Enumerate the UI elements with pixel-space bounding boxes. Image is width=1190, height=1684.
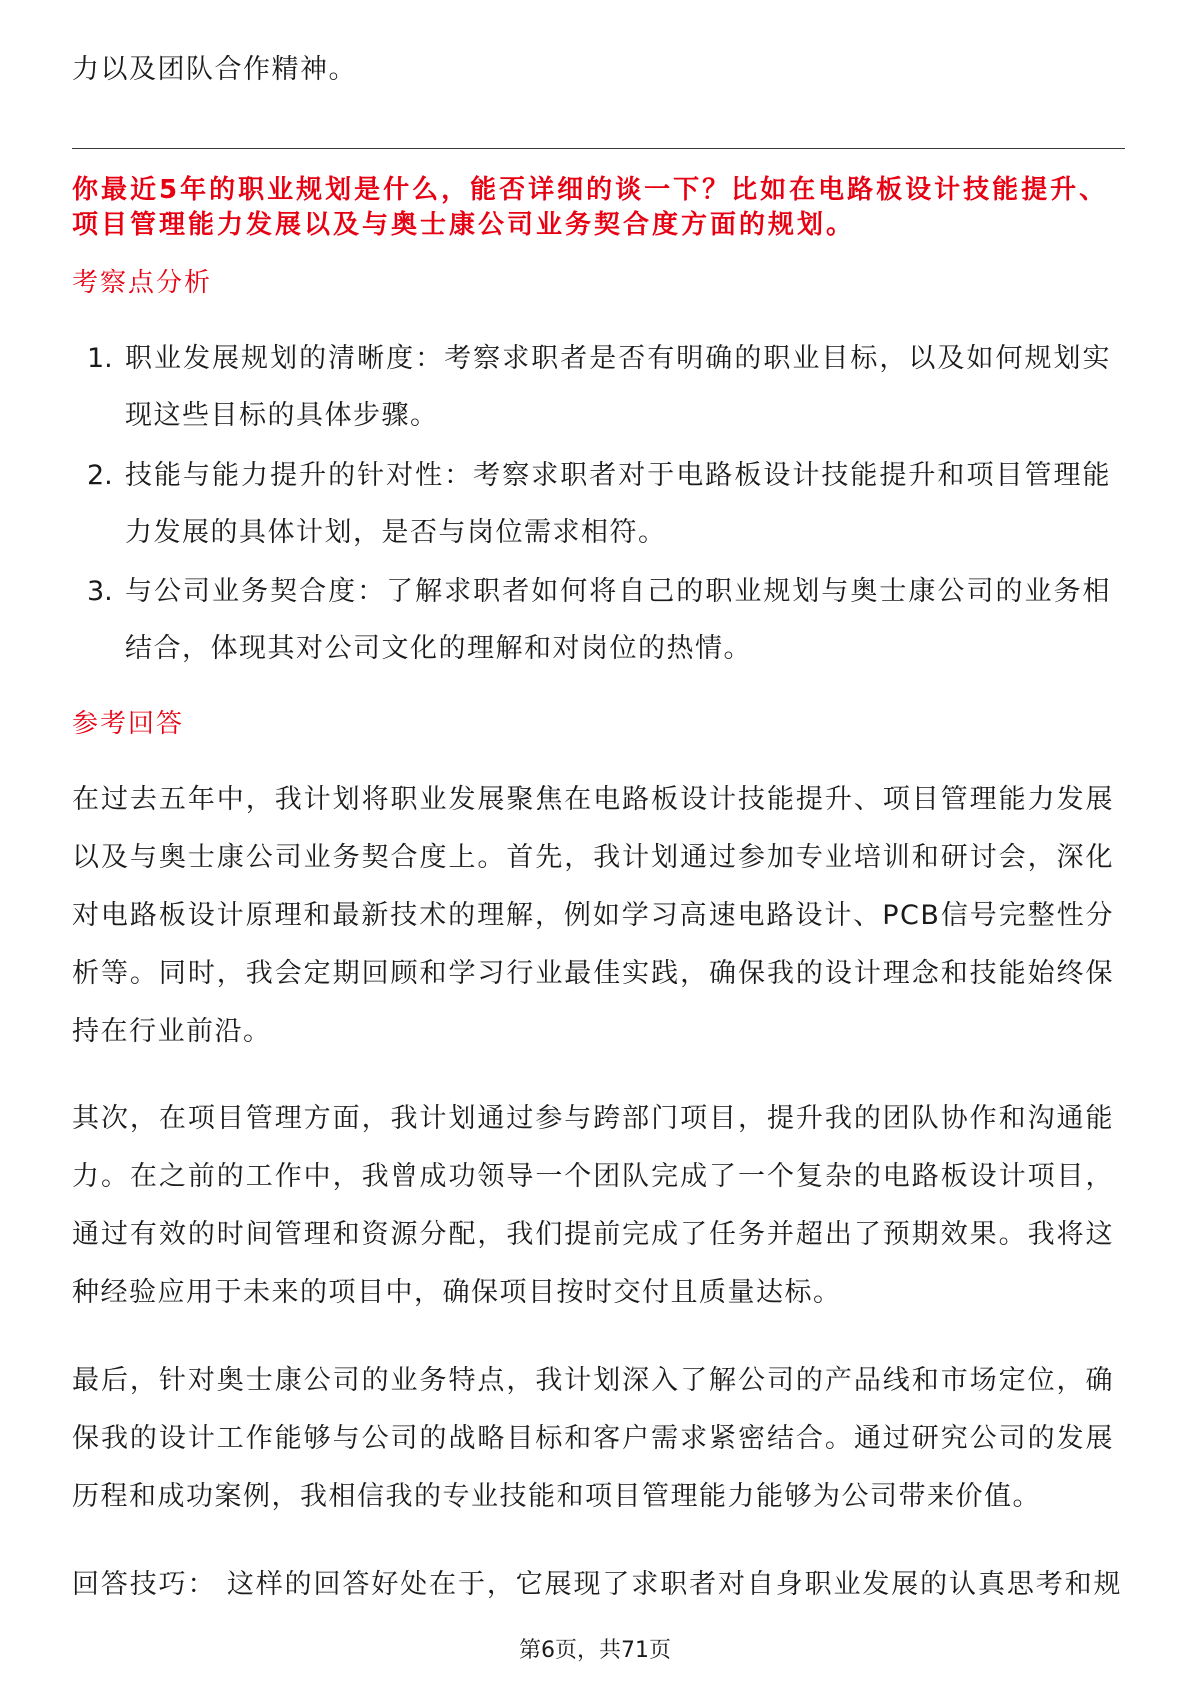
list-item-text: [125, 330, 1111, 444]
paragraph-line: 对电路板设计原理和最新技术的理解，例如学习高速电路设计、PCB信号完整性分: [72, 900, 1114, 931]
page-number: 第6页，共71页: [519, 1638, 671, 1663]
paragraph-line: 种经验应用于未来的项目中，确保项目按时交付且质量达标。: [72, 1277, 842, 1308]
paragraph-line: 以及与奥士康公司业务契合度上。首先，我计划通过参加专业培训和研讨会，深化: [72, 842, 1114, 873]
continued-text: [72, 41, 1114, 99]
analysis-heading: 考察点分析: [72, 268, 213, 298]
paragraph-line: 力。在之前的工作中，我曾成功领导一个团队完成了一个复杂的电路板设计项目，: [72, 1161, 1114, 1192]
list-item-line: 职业发展规划的清晰度：考察求职者是否有明确的职业目标，以及如何规划实: [125, 343, 1111, 374]
list-number: 1.: [87, 343, 113, 374]
continued-line: 力以及团队合作精神。: [72, 54, 357, 85]
list-item-line: 与公司业务契合度：了解求职者如何将自己的职业规划与奥士康公司的业务相: [125, 576, 1111, 607]
question-title: [72, 173, 1114, 243]
list-item-text: [125, 563, 1111, 677]
list-item-text: [125, 447, 1111, 561]
answer-paragraph: [72, 1090, 1114, 1322]
tip-line: 回答技巧： 这样的回答好处在于，它展现了求职者对自身职业发展的认真思考和规: [72, 1569, 1122, 1600]
paragraph-line: 析等。同时，我会定期回顾和学习行业最佳实践，确保我的设计理念和技能始终保: [72, 958, 1114, 989]
answer-heading: 参考回答: [72, 709, 185, 739]
answer-paragraph: [72, 1352, 1114, 1526]
list-item-line: 技能与能力提升的针对性：考察求职者对于电路板设计技能提升和项目管理能: [125, 460, 1111, 491]
paragraph-line: 历程和成功案例，我相信我的专业技能和项目管理能力能够为公司带来价值。: [72, 1481, 1041, 1512]
list-number: 2.: [87, 460, 113, 491]
answer-tip: [72, 1556, 1122, 1614]
paragraph-line: 其次，在项目管理方面，我计划通过参与跨部门项目，提升我的团队协作和沟通能: [72, 1103, 1114, 1134]
question-line: 你最近5年的职业规划是什么，能否详细的谈一下？比如在电路板设计技能提升、: [72, 175, 1109, 205]
list-item-line: 力发展的具体计划，是否与岗位需求相符。: [125, 517, 667, 548]
list-number: 3.: [87, 576, 113, 607]
paragraph-line: 持在行业前沿。: [72, 1016, 272, 1047]
question-line: 项目管理能力发展以及与奥士康公司业务契合度方面的规划。: [72, 210, 856, 240]
section-divider: [72, 148, 1125, 149]
list-item-line: 现这些目标的具体步骤。: [125, 400, 439, 431]
paragraph-line: 最后，针对奥士康公司的业务特点，我计划深入了解公司的产品线和市场定位，确: [72, 1365, 1114, 1396]
answer-paragraph: [72, 771, 1114, 1061]
paragraph-line: 保我的设计工作能够与公司的战略目标和客户需求紧密结合。通过研究公司的发展: [72, 1423, 1114, 1454]
list-item-line: 结合，体现其对公司文化的理解和对岗位的热情。: [125, 633, 752, 664]
paragraph-line: 在过去五年中，我计划将职业发展聚焦在电路板设计技能提升、项目管理能力发展: [72, 784, 1114, 815]
paragraph-line: 通过有效的时间管理和资源分配，我们提前完成了任务并超出了预期效果。我将这: [72, 1219, 1114, 1250]
